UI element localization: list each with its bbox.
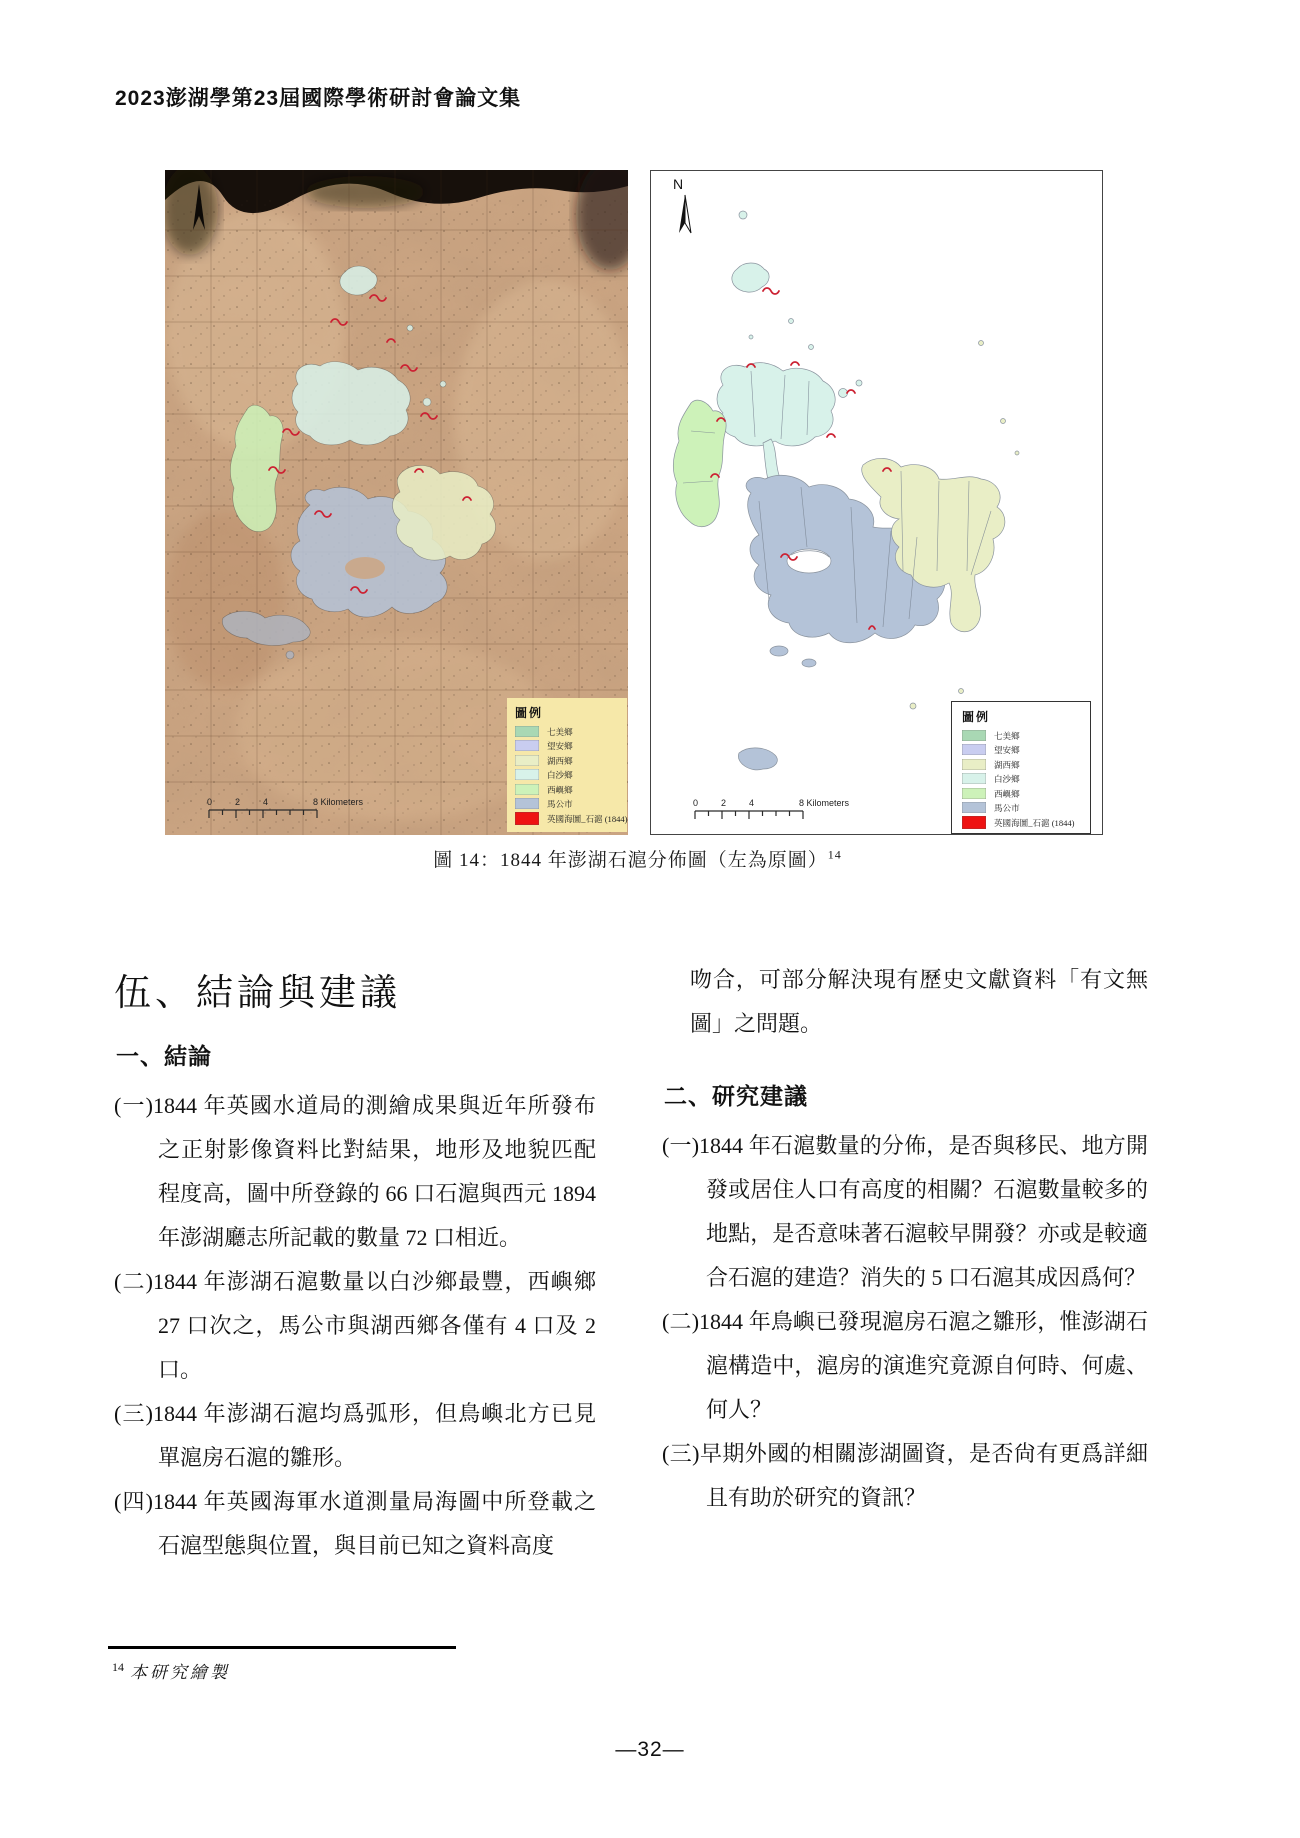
legend-swatch [515,784,539,795]
legend-swatch [962,759,986,770]
legend-item: 湖西鄉 [962,758,1090,770]
svg-text:0: 0 [693,798,699,808]
svg-text:8 Kilometers: 8 Kilometers [799,798,850,808]
legend-title: 圖例 [515,706,544,720]
column-suggestions [662,958,1148,1520]
legend-swatch [962,788,986,799]
legend [507,698,627,832]
suggestion-item-2: (二)1844 年鳥嶼已發現滬房石滬之雛形，惟澎湖石滬構造中，滬房的演進究竟源自何時、何處、何人？ [662,1309,1148,1422]
legend-item: 英國海圖_石滬 (1844) [515,813,627,825]
legend-item: 望安鄉 [515,740,627,752]
legend-item: 西嶼鄉 [962,787,1090,799]
island-shapes [673,211,1019,770]
legend-swatch [515,740,539,751]
footnote-marker: 14 [112,1660,124,1675]
island-baisha [292,362,410,445]
island-jibei [732,263,769,292]
legend-swatch [515,755,539,766]
legend-item: 西嶼鄉 [515,783,627,795]
svg-text:2: 2 [235,797,241,807]
legend-item: 望安鄉 [962,744,1090,756]
subsection-heading-suggestions: 二、研究建議 [664,1083,808,1109]
footnote-text: 本研究繪製 [130,1663,230,1682]
svg-text:4: 4 [749,798,755,808]
footnote [112,1658,230,1683]
figure-caption [165,845,1110,872]
suggestion-item-3: (三)早期外國的相關澎湖圖資，是否尙有更爲詳細且有助於研究的資訊？ [662,1441,1148,1510]
legend-item: 七美鄉 [515,725,627,737]
column-conclusion [114,1036,596,1568]
section-title: 伍、結論與建議 [114,973,401,1014]
legend-swatch [515,812,539,825]
legend-swatch [962,816,986,829]
legend [951,701,1091,834]
legend-item: 馬公市 [962,802,1090,814]
legend-item: 英國海圖_石滬 (1844) [962,817,1090,829]
svg-text:4: 4 [263,797,269,807]
legend-swatch [962,730,986,741]
footnote-divider [108,1646,456,1649]
page-number: —32— [615,1738,685,1761]
legend-swatch [962,773,986,784]
scale-bar [691,797,861,827]
footnote-reference: 14 [827,847,842,862]
island-baisha [717,363,835,446]
conclusion-item-1: (一)1844 年英國水道局的測繪成果與近年所發布之正射影像資料比對結果，地形及地貌匹配程度高，圖中所登錄的 66 口石滬與西元 1894 年澎湖廳志所記載的數量 72 口相近。 [114,1093,596,1250]
conclusion-item-3: (三)1844 年澎湖石滬均爲弧形，但鳥嶼北方已見單滬房石滬的雛形。 [114,1401,596,1470]
figure-caption-text: 圖 14：1844 年澎湖石滬分佈圖（左為原圖） [433,850,828,871]
proceedings-title: 2023澎湖學第23屆國際學術研討會論文集 [115,87,522,110]
north-arrow-icon [673,176,691,233]
legend-title: 圖例 [962,710,991,724]
svg-text:8 Kilometers: 8 Kilometers [313,797,364,807]
map-original-1844 [165,170,628,835]
legend-swatch [515,798,539,809]
subsection-heading-conclusion: 一、結論 [116,1043,212,1069]
scale-bar [205,796,375,826]
legend-swatch [962,802,986,813]
conclusion-item-2: (二)1844 年澎湖石滬數量以白沙鄉最豐，西嶼鄉 27 口次之，馬公市與湖西鄉各僅有 4 口及 2 口。 [114,1269,596,1382]
island-wangan [738,748,777,770]
map-redrawn [650,170,1103,835]
legend-swatch [515,726,539,737]
svg-text:N: N [673,176,684,192]
legend-item: 白沙鄉 [515,769,627,781]
conclusion-item-4-continuation: 吻合，可部分解決現有歷史文獻資料「有文無圖」之問題。 [690,967,1148,1036]
legend-item: 七美鄉 [962,729,1090,741]
legend-swatch [515,769,539,780]
suggestion-item-1: (一)1844 年石滬數量的分佈，是否與移民、地方開發或居住人口有高度的相關？石滬數量較多的地點，是否意味著石滬較早開發？亦或是較適合石滬的建造？消失的 5 口石滬其成因爲何？ [662,1133,1148,1290]
legend-swatch [962,744,986,755]
legend-item: 白沙鄉 [962,773,1090,785]
svg-text:0: 0 [207,797,213,807]
conclusion-item-4: (四)1844 年英國海軍水道測量局海圖中所登載之石滬型態與位置，與目前已知之資料高度 [114,1489,596,1558]
svg-text:2: 2 [721,798,727,808]
legend-item: 湖西鄉 [515,754,627,766]
legend-item: 馬公市 [515,798,627,810]
